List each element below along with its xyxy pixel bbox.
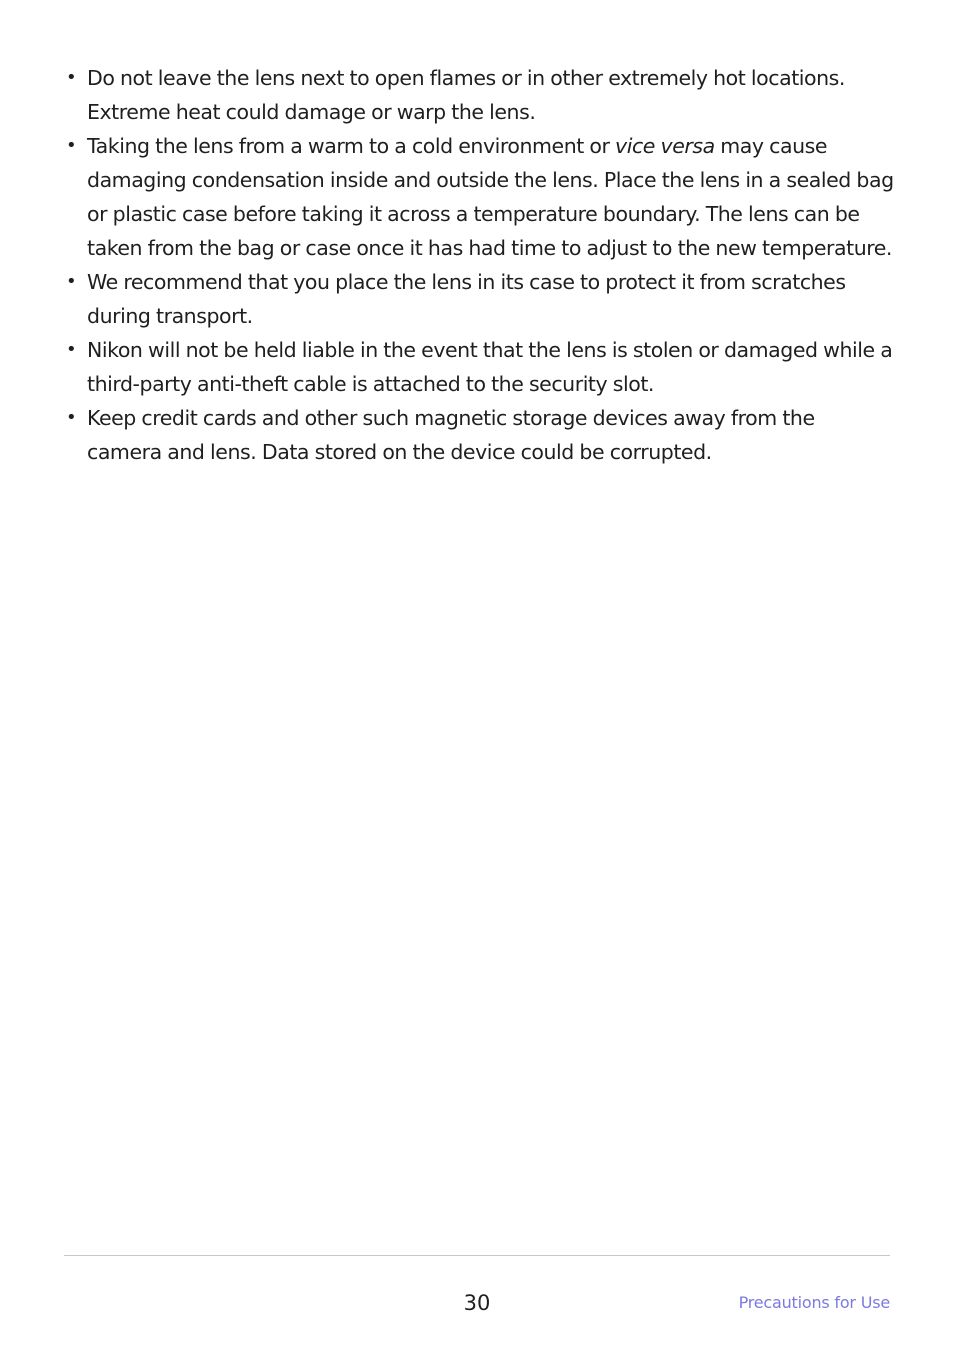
bullet-marker: •	[66, 67, 77, 88]
list-item	[64, 401, 894, 469]
list-item-text-start: Taking the lens from a warm to a cold environment or	[87, 134, 616, 158]
emphasis-text: vice versa	[615, 134, 715, 158]
page-number: 30	[463, 1291, 491, 1315]
bullet-marker: •	[66, 271, 77, 292]
list-item	[64, 129, 894, 265]
bullet-marker: •	[66, 407, 77, 428]
list-item-text: Do not leave the lens next to open flames or in other extremely hot locations. Extreme heat could damage or warp the lens.	[87, 66, 845, 124]
section-link-precautions[interactable]: Precautions for Use	[738, 1293, 890, 1312]
bullet-marker: •	[66, 135, 77, 156]
page-content	[64, 61, 894, 469]
footer-divider	[64, 1255, 890, 1256]
bullet-marker: •	[66, 339, 77, 360]
list-item	[64, 61, 894, 129]
precautions-list	[64, 61, 894, 469]
list-item-text: Nikon will not be held liable in the event that the lens is stolen or damaged while a third-party anti-theft cable is attached to the security slot.	[87, 338, 893, 396]
list-item-text: Keep credit cards and other such magnetic storage devices away from the camera and lens. Data stored on the device could be corrupted.	[87, 406, 815, 464]
list-item	[64, 265, 894, 333]
list-item-text	[87, 134, 894, 260]
list-item-text-end: may cause damaging condensation inside and outside the lens. Place the lens in a sealed bag or plastic case before taking it across a temperature boundary. The lens can be taken from the bag or case once it has had time to adjust to the new temperature.	[87, 134, 894, 260]
list-item	[64, 333, 894, 401]
list-item-text: We recommend that you place the lens in its case to protect it from scratches during transport.	[87, 270, 846, 328]
